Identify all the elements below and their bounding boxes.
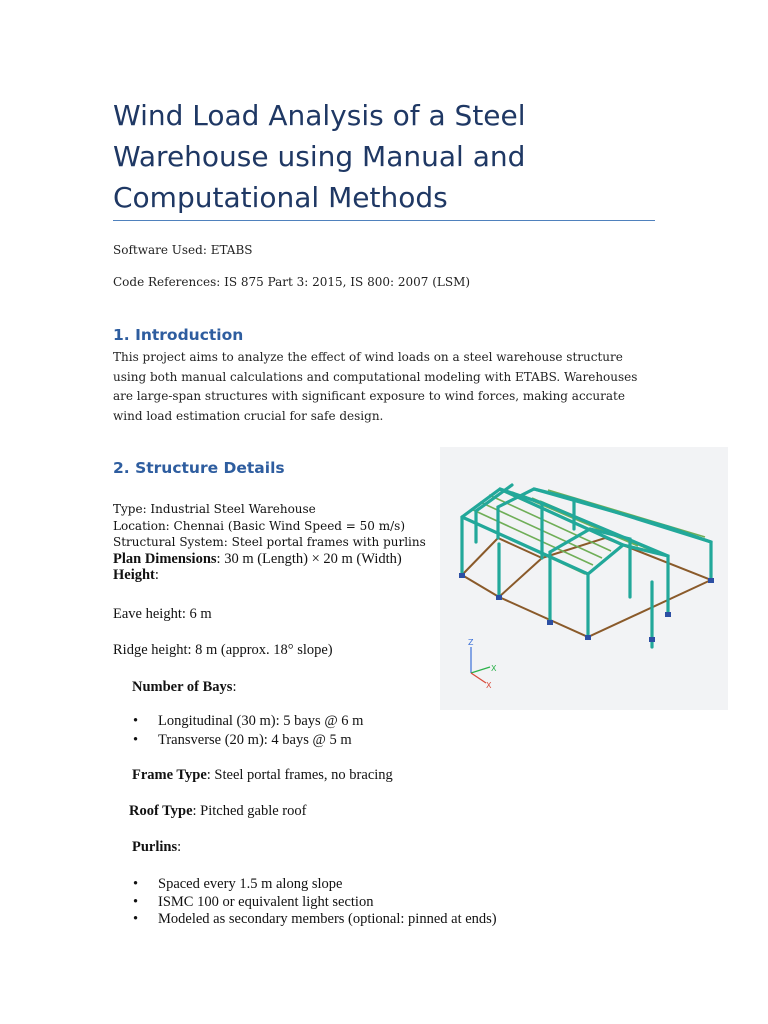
plan-dimensions-label: Plan Dimensions [113,550,217,567]
bays-colon: : [232,679,237,695]
plan-dimensions [113,551,426,568]
code-references: Code References: IS 875 Part 3: 2015, IS 800: 2007 (LSM) [113,275,471,289]
bays-list-item: • Transverse (20 m): 4 bays @ 5 m [133,732,352,748]
structural-system: Structural System: Steel portal frames with purlins [113,535,426,549]
ridge-height: Ridge height: 8 m (approx. 18° slope) [113,642,333,658]
software-used: Software Used: ETABS [113,243,253,257]
structure-details-heading: 2. Structure Details [113,459,285,477]
title-underline [113,220,655,221]
eave-height: Eave height: 6 m [113,606,212,622]
structure-location: Location: Chennai (Basic Wind Speed = 50 m/s) [113,518,406,533]
warehouse-model-drawing [440,447,728,710]
warehouse-3d-model-image [440,447,728,710]
purlins-colon: : [177,839,182,855]
support [708,578,714,583]
top-beam [574,499,711,542]
y-axis-label: X [491,664,497,673]
support [585,635,591,640]
z-axis-label: Z [468,638,474,647]
introduction-heading: 1. Introduction [113,326,244,344]
roof-type-value: : Pitched gable roof [192,803,307,819]
roof-type-label: Roof Type [129,803,193,819]
structure-type: Type: Industrial Steel Warehouse [113,502,316,516]
structure-info-block [113,501,426,584]
frame-type-label: Frame Type [132,767,207,783]
bays-list-item-text: Longitudinal (30 m): 5 bays @ 6 m [158,713,364,729]
support [665,612,671,617]
bays-label: Number of Bays [132,679,233,695]
y-axis-line [471,667,490,673]
purlins-list-item-text: ISMC 100 or equivalent light section [158,894,374,910]
frame-type [132,767,393,784]
support [547,620,553,625]
x-axis-line [471,673,486,683]
purlins [132,839,181,856]
support [496,595,502,600]
eave-beam [462,517,588,574]
purlins-list-item-text: Modeled as secondary members (optional: pinned at ends) [158,911,497,927]
purlins-list-item: • ISMC 100 or equivalent light section [133,894,374,910]
x-axis-label: X [486,681,492,690]
height-colon: : [154,567,159,583]
bays-list-item-text: Transverse (20 m): 4 bays @ 5 m [158,732,352,748]
purlins-list-item-text: Spaced every 1.5 m along slope [158,876,343,892]
document-title: Wind Load Analysis of a Steel Warehouse using Manual and Computational Methods [113,99,526,214]
support [649,637,655,642]
bays-list-item: • Longitudinal (30 m): 5 bays @ 6 m [133,713,364,729]
frame-type-value: : Steel portal frames, no bracing [206,767,393,783]
introduction-text: This project aims to analyze the effect of wind loads on a steel warehouse structure using both manual calculations and computational modeling with ETABS. Warehouses are large-span structures with significant exposure to wind forces, making accurate wind load estimation crucial for safe design. [113,350,638,423]
roof-type [129,803,306,820]
number-of-bays [132,679,236,696]
height-label: Height [113,567,155,583]
plan-dimensions-value: : 30 m (Length) × 20 m (Width) [216,550,402,567]
support [459,573,465,578]
axis-triad [468,638,497,690]
purlins-list-item: • Modeled as secondary members (optional: pinned at ends) [133,911,497,927]
purlins-label: Purlins [132,839,178,855]
purlins-list-item: • Spaced every 1.5 m along slope [133,876,343,892]
height-label-line [113,567,426,584]
